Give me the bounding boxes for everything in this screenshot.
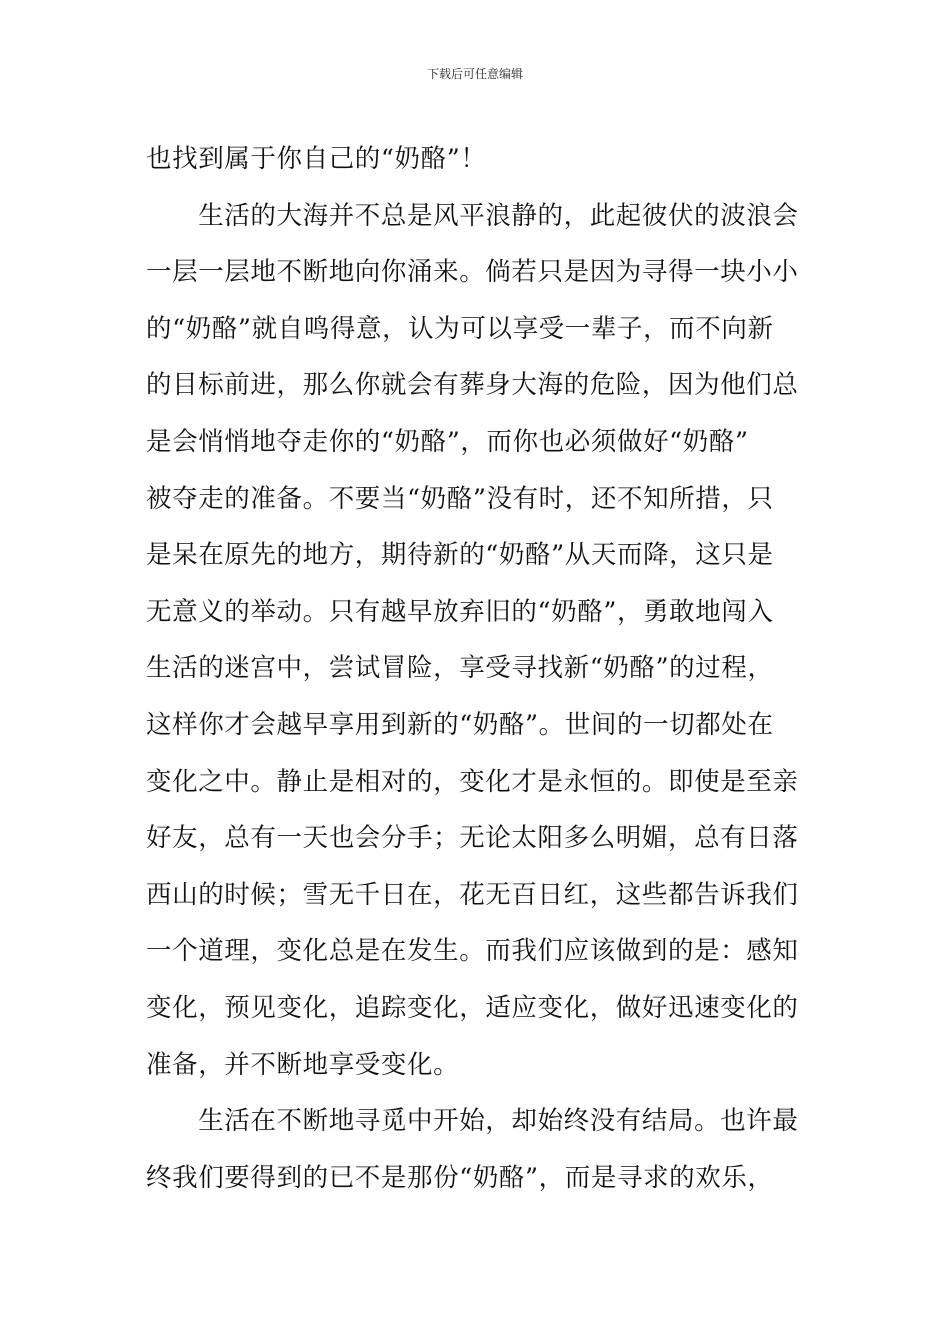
text-line: 无意义的举动。只有越早放弃旧的“奶酪”，勇敢地闯入: [146, 596, 774, 627]
text-line: 生活在不断地寻觅中开始，却始终没有结局。也许最: [146, 1106, 799, 1137]
text-line: 这样你才会越早享用到新的“奶酪”。世间的一切都处在: [146, 709, 774, 740]
text-line: 西山的时候；雪无千日在，花无百日红，这些都告诉我们: [146, 879, 799, 910]
text-line: 好友，总有一天也会分手；无论太阳多么明媚，总有日落: [146, 823, 799, 854]
text-line: 是呆在原先的地方，期待新的“奶酪”从天而降，这只是: [146, 540, 774, 571]
page-header: 下载后可任意编辑: [426, 67, 523, 81]
text-line: 准备，并不断地享受变化。: [146, 1049, 460, 1080]
text-line: 生活的迷宫中，尝试冒险，享受寻找新“奶酪”的过程，: [146, 653, 774, 684]
text-line: 是会悄悄地夺走你的“奶酪”，而你也必须做好“奶酪”: [146, 426, 749, 457]
text-line: 一个道理，变化总是在发生。而我们应该做到的是：感知: [146, 936, 799, 967]
document-body: [146, 131, 806, 1206]
text-line: 的“奶酪”就自鸣得意，认为可以享受一辈子，而不向新: [146, 313, 774, 344]
text-line: 变化之中。静止是相对的，变化才是永恒的。即使是至亲: [146, 766, 799, 797]
text-line: 终我们要得到的已不是那份“奶酪”，而是寻求的欢乐，: [146, 1162, 774, 1193]
text-line: 一层一层地不断地向你涌来。倘若只是因为寻得一块小小: [146, 257, 799, 288]
text-line: 也找到属于你自己的“奶酪”！: [146, 144, 487, 174]
text-line: 被夺走的准备。不要当“奶酪”没有时，还不知所措，只: [146, 483, 774, 514]
text-line: 生活的大海并不总是风平浪静的，此起彼伏的波浪会: [146, 200, 799, 231]
text-line: 的目标前进，那么你就会有葬身大海的危险，因为他们总: [146, 370, 799, 401]
text-line: 变化，预见变化，追踪变化，适应变化，做好迅速变化的: [146, 992, 799, 1023]
